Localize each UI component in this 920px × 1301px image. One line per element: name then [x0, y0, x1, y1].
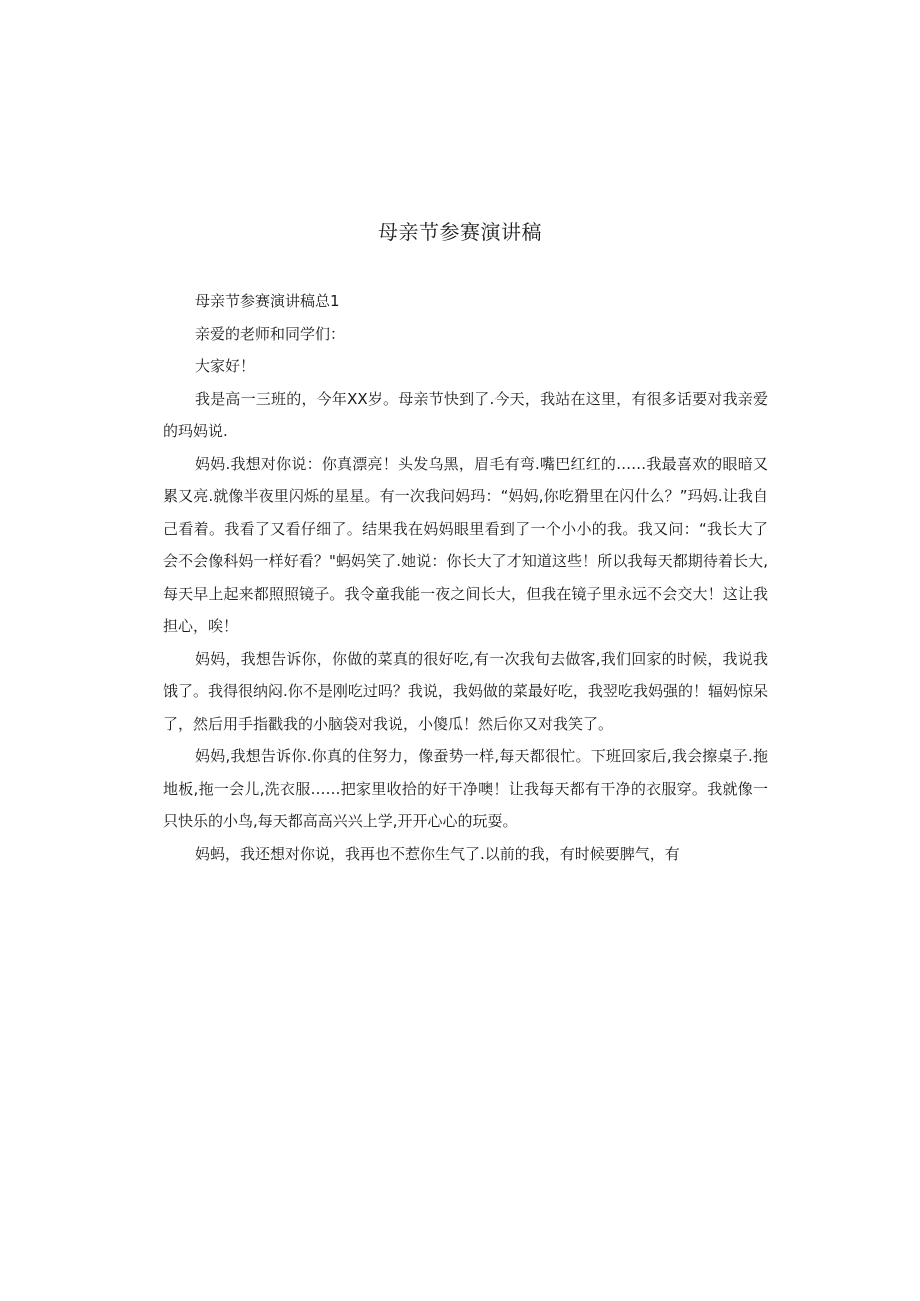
paragraph-salutation: 亲爱的老师和同学们： — [195, 324, 346, 343]
paragraph-greeting: 大家好！ — [195, 357, 256, 375]
paragraph-cooking: 妈妈，我想告诉你，你做的菜真的很好吃,有一次我旬去做客,我们回家的时候，我说我饿了。我得很纳闷.你不是刚吃过吗？我说，我妈做的菜最好吃，我翌吃我妈强的！辐妈惊呆了，然后用手指戳我的小脑袋对我说，小傻瓜！然后你又对我笑了。 — [163, 649, 768, 733]
document-title: 母亲节参赛演讲稿 — [378, 220, 542, 244]
document-body — [163, 285, 768, 870]
paragraph-beauty: 妈妈.我想对你说：你真漂亮！头发乌黑，眉毛有弯.嘴巴红红的……我最喜欢的眼暗又累又亮.就像半夜里闪烁的星星。有一次我问妈玛：“妈妈,你吃猾里在闪什么？”玛妈.让我自己看着。我看了又看仔细了。结果我在妈妈眼里看到了一个小小的我。我又问：“我长大了会不会像科妈一样好看？"蚂妈笑了.她说：你长大了才知道这些！所以我每天都期待着长大,每天早上起来都照照镜子。我令童我能一夜之间长大，但我在镜子里永远不会交大！这让我担心，唉！ — [163, 454, 768, 635]
paragraph-intro: 我是高一三班的，今年XX岁。母亲节快到了.今天，我站在这里，有很多话要对我亲爱的玛妈说. — [163, 389, 768, 440]
paragraph-promise: 妈蚂，我还想对你说，我再也不惹你生气了.以前的我，有时候要脾气，有 — [195, 844, 680, 863]
paragraph-hardwork: 妈妈,我想告诉你.你真的住努力，像蚕势一样,每天都很忙。下班回家后,我会擦桌子.拖地板,拖一会儿,洗衣服……把家里收拾的好干净噢！让我每天都有干净的衣服穿。我就像一只快乐的小鸟,每天都高高兴兴上学,开开心心的玩耍。 — [163, 747, 768, 830]
paragraph-subtitle: 母亲节参赛演讲稿总1 — [195, 292, 340, 310]
